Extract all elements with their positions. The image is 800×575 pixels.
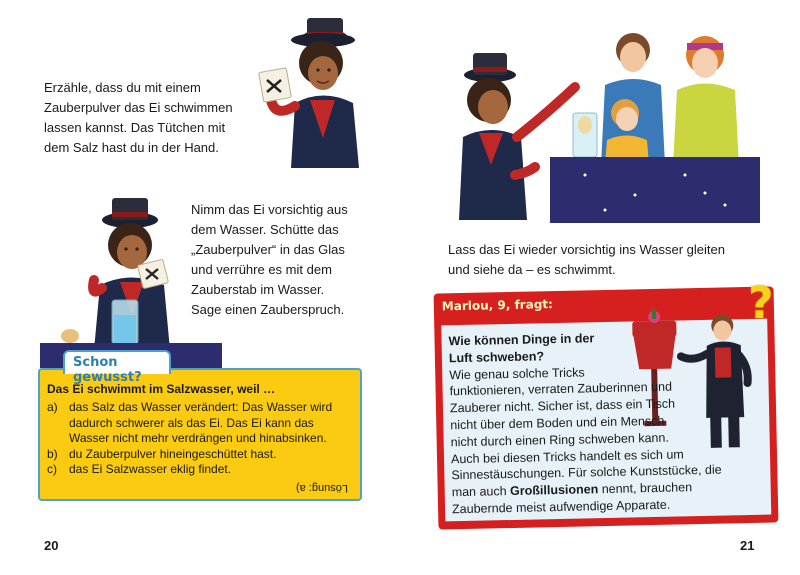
text-line: dem Salz hast du in der Hand. [44,140,219,155]
text-line: Zauberpulver das Ei schwimmen [44,100,233,115]
answer-line: nicht durch einen Ring schweben kann. [450,430,669,450]
schon-gewusst-box [38,368,362,501]
question-mark-icon: ? [748,278,774,329]
quiz-solution: Lösung: a) [296,482,348,494]
text-line: Sage einen Zauberspruch. [191,302,345,317]
option-text: dadurch schwerer als das Ei. Das Ei kann das [69,415,314,430]
quiz-option-b [47,447,332,463]
paragraph-3 [448,240,725,280]
audience-illustration [455,25,760,225]
magician-boy-illustration [255,18,375,168]
quiz-option-c [47,462,332,478]
text-line: dem Wasser. Schütte das [191,222,339,237]
quiz-question: Das Ei schwimmt im Salzwasser, weil … [47,382,276,396]
answer-text: nennt, brauchen [598,480,693,497]
option-letter: b) [47,446,58,461]
answer-line: Zauberer nicht. Sicher ist, dass ein Tisch [449,396,676,416]
schon-gewusst-tab: Schon gewusst? [63,350,171,374]
question-line: Wie können Dinge in der [448,331,595,349]
marlou-body [448,328,722,518]
text-line: und verrühre es mit dem [191,262,332,277]
marlou-header: Marlou, 9, fragt: [441,297,554,314]
text-line: Zauberstab im Wasser. [191,282,325,297]
text-line: Lass das Ei wieder vorsichtig ins Wasser gleiten [448,242,725,257]
page-number-left: 20 [44,538,59,553]
answer-line: Auch bei diesen Tricks handelt es sich um [450,446,684,466]
quiz-options [47,400,332,478]
text-line: und siehe da – es schwimmt. [448,262,616,277]
option-text: du Zauberpulver hineingeschüttet hast. [69,446,277,461]
quiz-option-a [47,400,332,447]
text-line: Nimm das Ei vorsichtig aus [191,202,348,217]
answer-line: funktionieren, verraten Zauberinnen und [449,380,673,399]
text-line: Erzähle, dass du mit einem [44,80,201,95]
question-line: Luft schweben? [448,349,545,366]
marlou-question [448,328,719,367]
magician-with-glass-illustration [40,190,222,368]
marlou-answer [449,361,722,518]
text-line: lassen kannst. Das Tütchen mit [44,120,226,135]
text-line: „Zauberpulver“ in das Glas [191,242,345,257]
answer-line: Zaubernde meist aufwendige Apparate. [451,497,671,517]
bold-term: Großillusionen [509,482,599,499]
paragraph-1 [44,78,233,158]
answer-line: Wie genau solche Tricks [449,365,585,382]
option-text: Wasser nicht mehr verdrängen und hinabsinken. [69,431,327,445]
option-text: das Salz das Wasser verändert: Das Wasser wird [69,400,333,414]
option-letter: c) [47,462,57,476]
option-text: das Ei Salzwasser eklig findet. [69,462,232,476]
answer-line: Sinnestäuschungen. Für solche Kunststücke, die [451,462,722,483]
marlou-question-box [434,286,779,529]
answer-text: man auch [451,484,511,500]
page-number-right: 21 [740,538,755,553]
answer-line: nicht über dem Boden und ein Mensch [450,413,665,433]
option-letter: a) [47,400,58,414]
